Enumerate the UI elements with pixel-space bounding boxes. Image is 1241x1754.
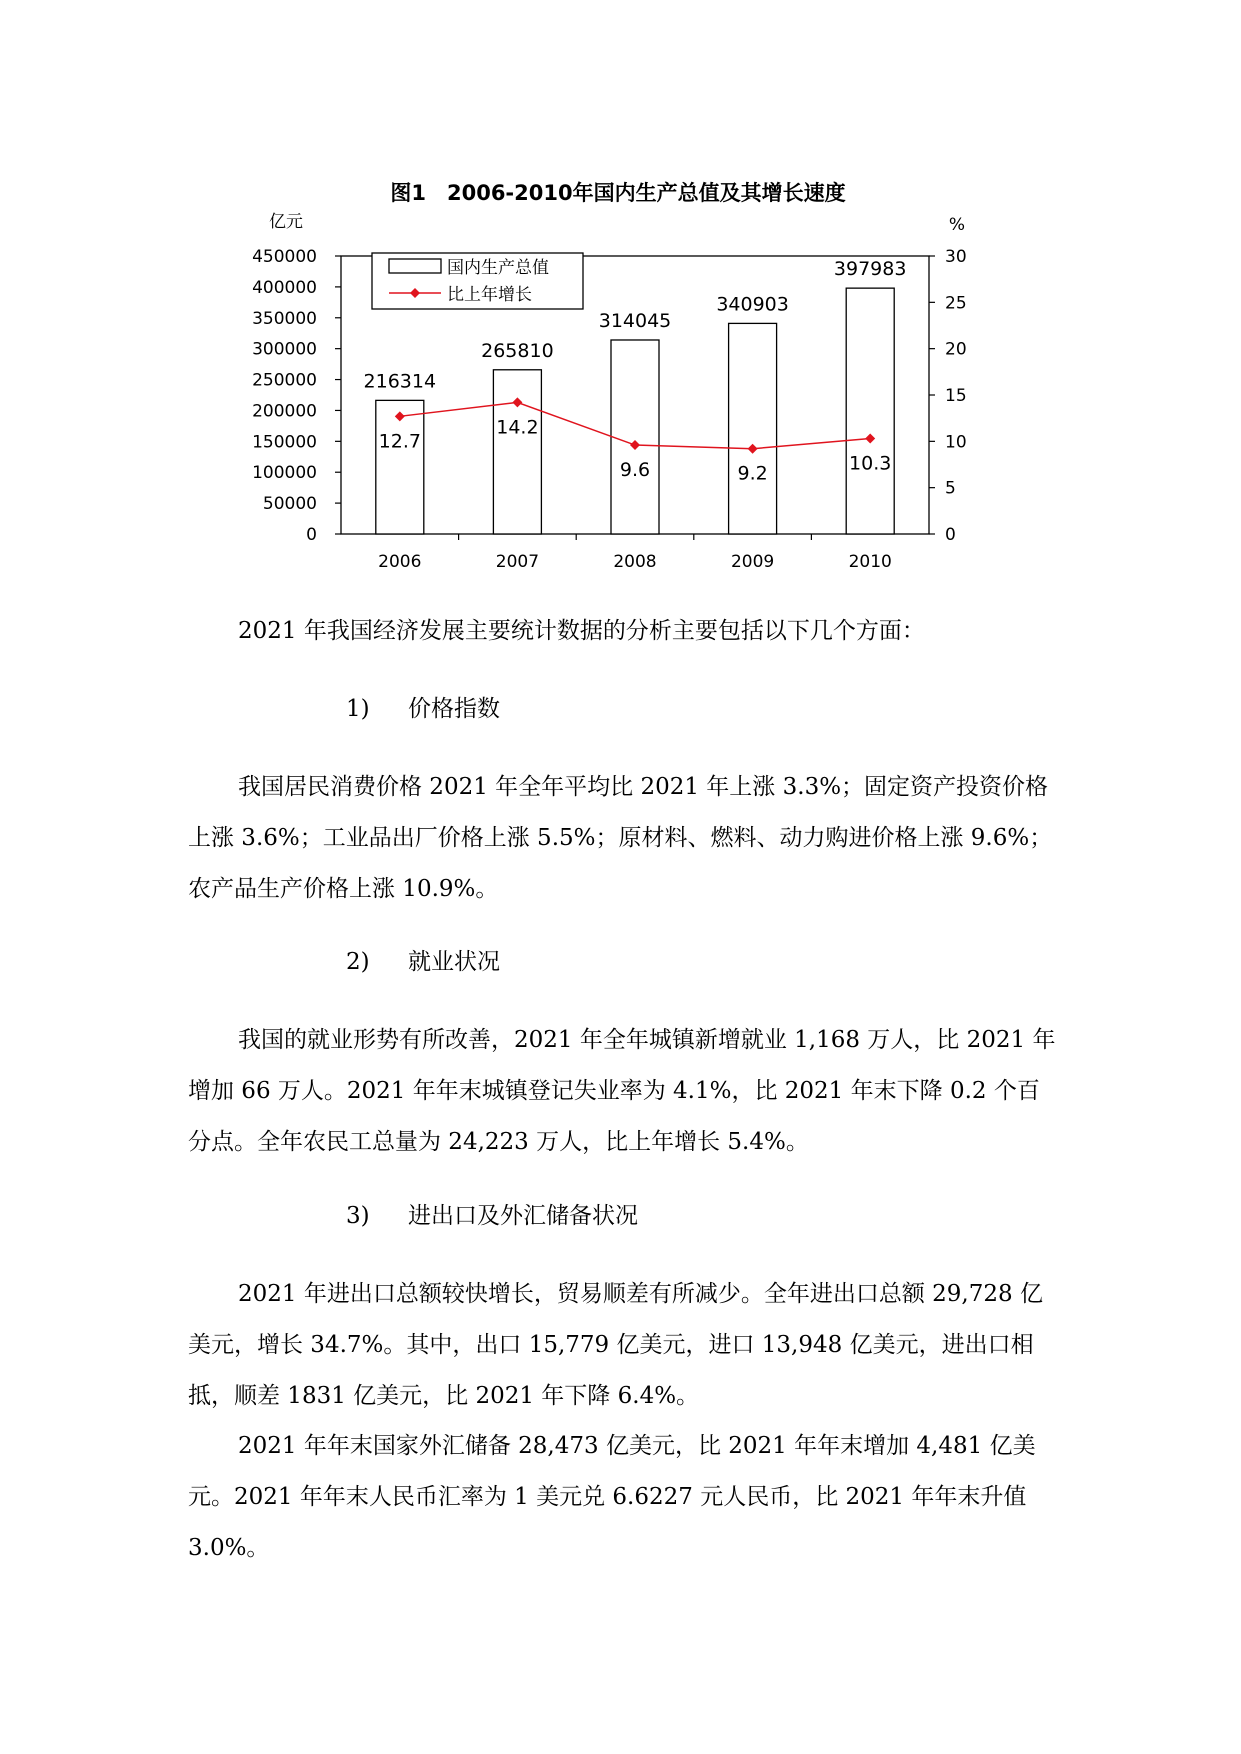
- section-1-paragraph: 我国居民消费价格 2021 年全年平均比 2021 年上涨 3.3%；固定资产投资价格上涨 3.6%；工业品出厂价格上涨 5.5%；原材料、燃料、动力购进价格上涨 9.6%；农产品生产价格上涨 10.9%。: [188, 774, 1053, 902]
- y-left-tick-label: 400000: [252, 277, 317, 298]
- y-right-tick-label: 15: [945, 386, 967, 406]
- section-3-title: 进出口及外汇储备状况: [408, 1203, 638, 1229]
- y-left-tick-label: 100000: [252, 463, 317, 484]
- section-3-paragraph-1: 2021 年进出口总额较快增长，贸易顺差有所减少。全年进出口总额 29,728 亿美元，增长 34.7%。其中，出口 15,779 亿美元，进口 13,948 亿美元，进出口相抵，顺差 1831 亿美元，比 2021 年下降 6.4%。: [188, 1281, 1043, 1409]
- bar-value-label: 216314: [363, 370, 437, 393]
- section-1-title: 价格指数: [408, 696, 500, 722]
- y-right-tick-label: 5: [945, 478, 956, 499]
- y-left-tick-label: 300000: [252, 339, 317, 360]
- y-left-tick-label: 200000: [252, 401, 317, 422]
- growth-value-label: 9.2: [737, 462, 768, 485]
- bar-2007: [493, 370, 541, 534]
- y-right-tick-label: 10: [945, 432, 967, 453]
- y-left-tick-label: 50000: [262, 494, 317, 515]
- y-left-tick-label: 350000: [252, 308, 317, 329]
- section-2-paragraph: 我国的就业形势有所改善，2021 年全年城镇新增就业 1,168 万人，比 2021 年增加 66 万人。2021 年年末城镇登记失业率为 4.1%，比 2021 年末下降 0.2 个百分点。全年农民工总量为 24,223 万人，比上年增长 5.4%。: [188, 1027, 1056, 1155]
- intro-paragraph: 2021 年我国经济发展主要统计数据的分析主要包括以下几个方面：: [238, 618, 925, 644]
- y-right-tick-label: 30: [945, 247, 967, 267]
- x-tick-label: 2010: [848, 552, 892, 572]
- y-left-tick-label: 250000: [252, 370, 317, 391]
- growth-value-label: 12.7: [378, 430, 421, 453]
- gdp-chart: [0, 0, 1241, 600]
- bar-2010: [846, 288, 894, 534]
- bar-value-label: 397983: [833, 258, 907, 281]
- y-left-tick-label: 450000: [252, 247, 317, 267]
- y-right-unit: %: [948, 215, 966, 235]
- bar-value-label: 314045: [598, 309, 672, 332]
- y-left-tick-label: 150000: [252, 432, 317, 453]
- y-left-tick-label: 0: [306, 525, 317, 545]
- chart-title: 图1 2006-2010年国内生产总值及其增长速度: [390, 181, 846, 205]
- y-right-tick-label: 20: [945, 339, 967, 360]
- y-right-tick-label: 25: [945, 293, 967, 314]
- legend-label-growth: 比上年增长: [447, 285, 532, 305]
- y-left-unit: 亿元: [269, 212, 303, 232]
- x-tick-label: 2007: [495, 552, 540, 572]
- bar-2009: [729, 323, 777, 534]
- section-2-number: 2): [346, 949, 370, 975]
- section-2-title: 就业状况: [408, 949, 500, 975]
- growth-value-label: 9.6: [619, 459, 651, 482]
- growth-value-label: 14.2: [496, 416, 539, 439]
- bar-2008: [611, 340, 659, 534]
- legend-bar-swatch: [389, 259, 441, 273]
- growth-value-label: 10.3: [849, 452, 892, 475]
- y-right-tick-label: 0: [945, 525, 956, 545]
- legend-label-gdp: 国内生产总值: [447, 258, 549, 278]
- bar-value-label: 265810: [481, 339, 554, 362]
- x-tick-label: 2006: [378, 552, 422, 572]
- x-tick-label: 2008: [613, 552, 657, 572]
- section-1-number: 1): [346, 696, 370, 722]
- section-3-number: 3): [346, 1203, 370, 1229]
- section-3-paragraph-2: 2021 年年末国家外汇储备 28,473 亿美元，比 2021 年年末增加 4,481 亿美元。2021 年年末人民币汇率为 1 美元兑 6.6227 元人民币，比 2021 年年末升值 3.0%。: [188, 1433, 1036, 1561]
- bar-value-label: 340903: [716, 293, 789, 316]
- x-tick-label: 2009: [730, 552, 775, 572]
- legend: [372, 253, 583, 309]
